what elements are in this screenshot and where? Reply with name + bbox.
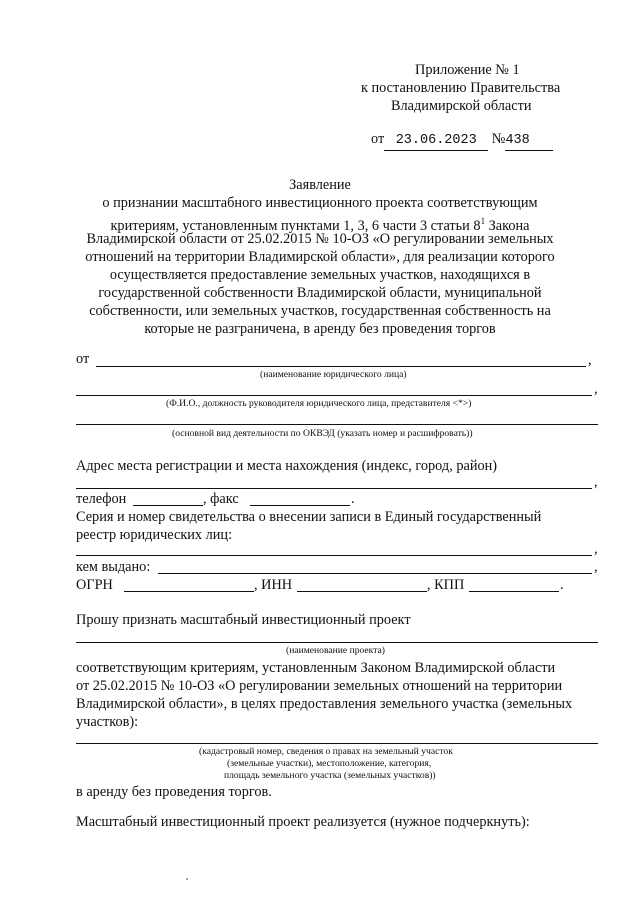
- criteria-line-1: соответствующим критериям, установленным Законом Владимирской области: [76, 660, 556, 676]
- inn-field[interactable]: [297, 591, 427, 592]
- hint-okved: (основной вид деятельности по ОКВЭД (указать номер и расшифровать)): [172, 428, 473, 439]
- appendix-resolution: к постановлению Правительства: [361, 80, 561, 96]
- ogrn-label: ОГРН: [76, 577, 113, 593]
- period: .: [351, 491, 355, 507]
- inn-label: , ИНН: [254, 577, 293, 593]
- lease-text: в аренду без проведения торгов.: [76, 784, 272, 800]
- certificate-field[interactable]: [76, 555, 592, 556]
- issued-field[interactable]: [158, 573, 592, 574]
- phone-field[interactable]: [133, 505, 203, 506]
- address-label: Адрес места регистрации и места нахождения (индекс, город, район): [76, 458, 498, 474]
- comma: ,: [594, 541, 598, 557]
- hint-project: (наименование проекта): [286, 645, 385, 656]
- fax-label: , факс: [203, 491, 239, 507]
- head-name-field[interactable]: [76, 395, 592, 396]
- implemented-text: Масштабный инвестиционный проект реализуется (нужное подчеркнуть):: [76, 814, 530, 830]
- resolution-date: 23.06.2023: [384, 132, 488, 151]
- number-label: №: [491, 131, 506, 147]
- kpp-field[interactable]: [469, 591, 559, 592]
- comma: ,: [594, 381, 598, 397]
- certificate-line-2: реестр юридических лиц:: [76, 527, 233, 543]
- title-line-4: отношений на территории Владимирской области», для реализации которого: [85, 249, 555, 265]
- hint-legal-name: (наименование юридического лица): [260, 369, 407, 380]
- criteria-line-3: Владимирской области», в целях предоставления земельного участка (земельных: [76, 696, 573, 712]
- cadastral-field[interactable]: [76, 743, 598, 744]
- hint-cadastral-1: (кадастровый номер, сведения о правах на земельный участок: [199, 746, 453, 757]
- appendix-region: Владимирской области: [391, 98, 532, 114]
- phone-label: телефон: [76, 491, 127, 507]
- title-line-5: осуществляется предоставление земельных участков, находящихся в: [109, 267, 531, 283]
- scan-speck: [186, 878, 188, 880]
- address-field[interactable]: [76, 488, 592, 489]
- criteria-line-4: участков):: [76, 714, 139, 730]
- comma: ,: [594, 559, 598, 575]
- request-label: Прошу признать масштабный инвестиционный проект: [76, 612, 411, 628]
- resolution-date-line: [371, 130, 553, 151]
- okved-field[interactable]: [76, 424, 598, 425]
- title-line-3: Владимирской области от 25.02.2015 № 10-ОЗ «О регулировании земельных: [86, 231, 554, 247]
- criteria-line-2: от 25.02.2015 № 10-ОЗ «О регулировании земельных отношений на территории: [76, 678, 563, 694]
- legal-name-field[interactable]: [96, 366, 586, 367]
- project-name-field[interactable]: [76, 642, 598, 643]
- hint-head: (Ф.И.О., должность руководителя юридического лица, представителя <*>): [166, 398, 472, 409]
- ogrn-field[interactable]: [124, 591, 254, 592]
- resolution-number: 438: [505, 132, 553, 151]
- from-label: от: [371, 131, 385, 147]
- hint-cadastral-3: площадь земельного участка (земельных участков)): [224, 770, 436, 781]
- document-title: Заявление: [289, 177, 351, 193]
- appendix-number: Приложение № 1: [415, 62, 520, 78]
- comma: ,: [594, 474, 598, 490]
- period: .: [560, 577, 564, 593]
- title-line-1: о признании масштабного инвестиционного проекта соответствующим: [102, 195, 538, 211]
- kpp-label: , КПП: [427, 577, 465, 593]
- title-line-6: государственной собственности Владимирской области, муниципальной: [98, 285, 542, 301]
- title-line-2: критериям, установленным пунктами 1, 3, 6 части 3 статьи $8^1$ Закона: [110, 216, 530, 234]
- hint-cadastral-2: (земельные участки), местоположение, категория,: [227, 758, 432, 769]
- comma: ,: [588, 352, 592, 368]
- from-label-form: от: [76, 351, 90, 367]
- title-line-7: собственности, или земельных участков, государственная собственность на: [89, 303, 551, 319]
- issued-label: кем выдано:: [76, 559, 151, 575]
- title-line-8: которые не разграничена, в аренду без проведения торгов: [144, 321, 496, 337]
- fax-field[interactable]: [250, 505, 350, 506]
- certificate-line-1: Серия и номер свидетельства о внесении записи в Единый государственный: [76, 509, 542, 525]
